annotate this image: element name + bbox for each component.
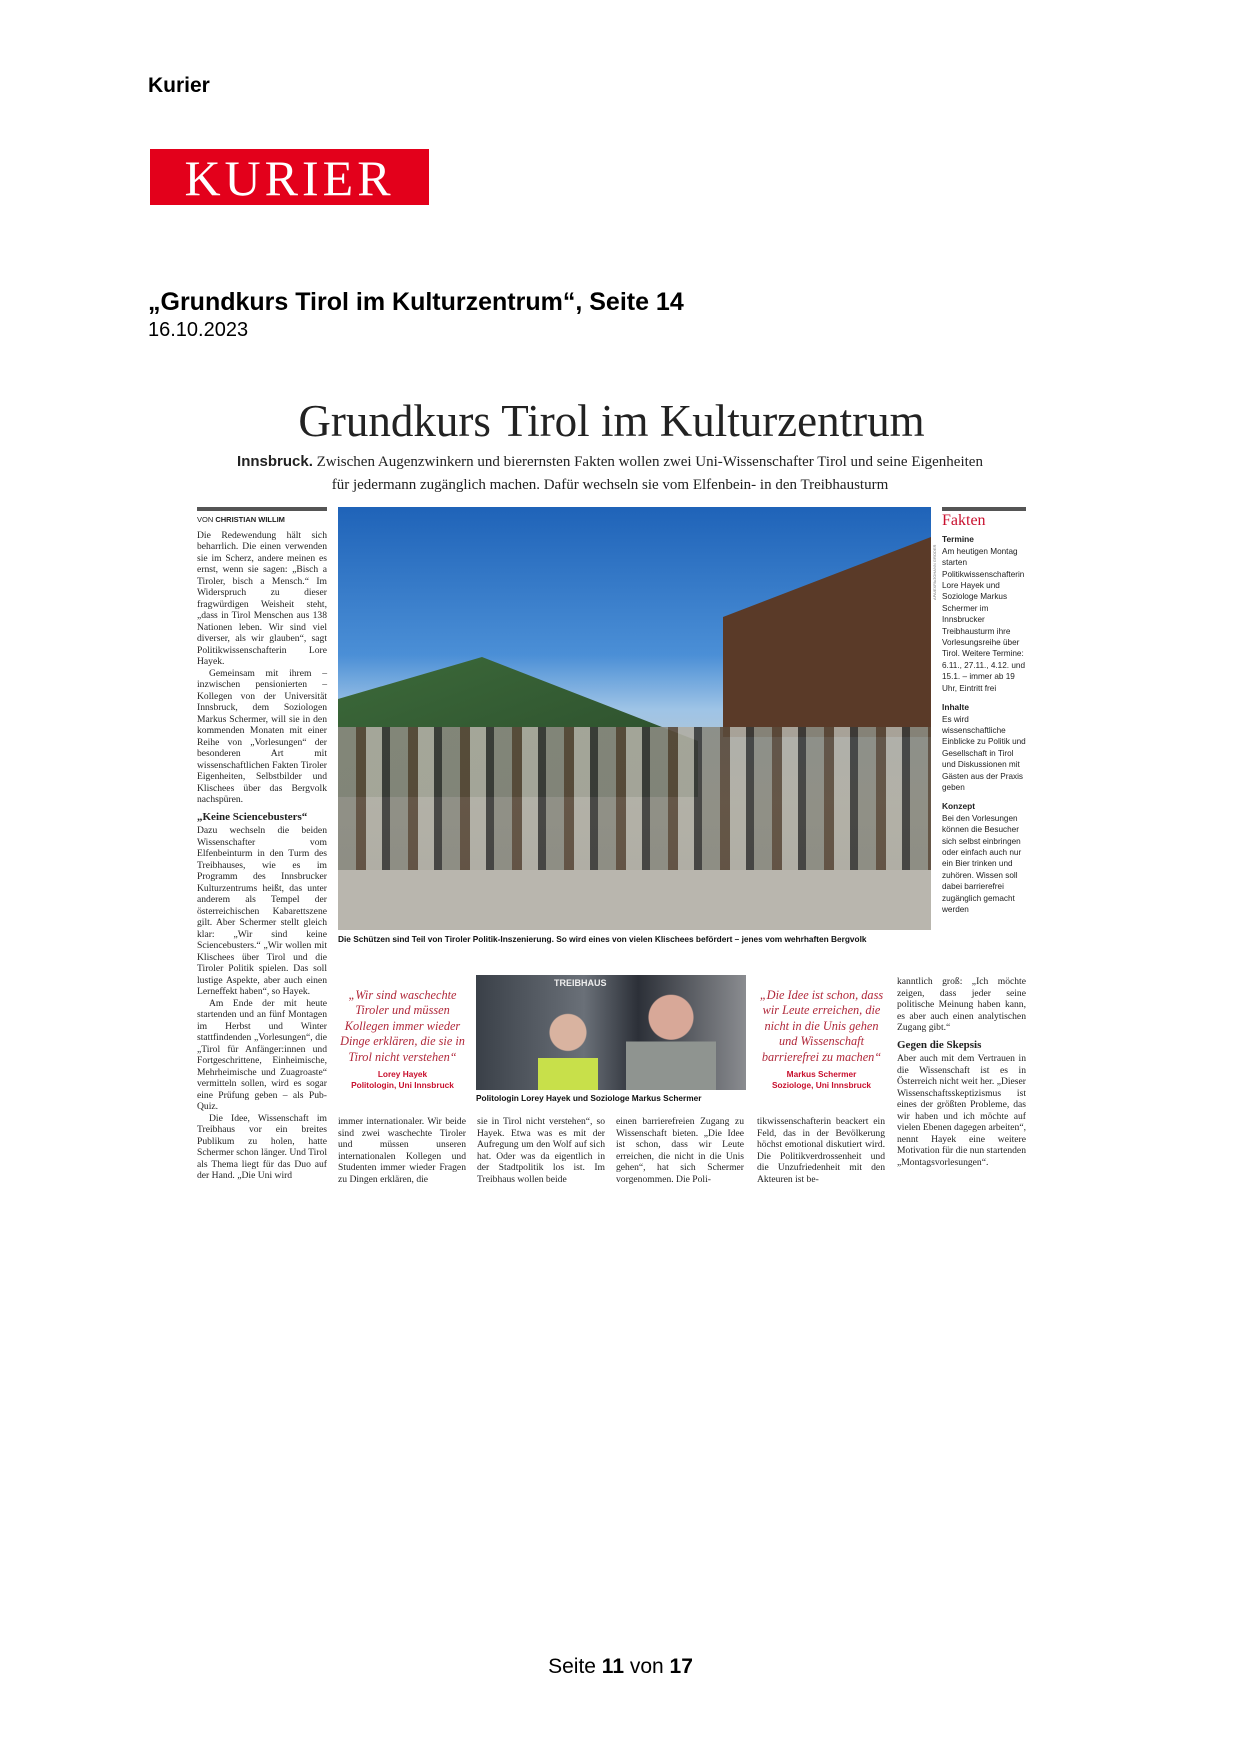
facts-box xyxy=(942,507,1026,915)
portrait-caption: Politologin Lorey Hayek und Soziologe Markus Schermer xyxy=(476,1093,702,1103)
quote-text: „Die Idee ist schon, dass wir Leute erreichen, die nicht in die Unis gehen und Wissenschaft barrierefrei zu machen“ xyxy=(759,988,884,1064)
facts-text: Am heutigen Montag starten Politikwissenschafterin Lore Hayek und Soziologe Markus Schermer im Innsbrucker Treibhausturm ihre Vorlesungsreihe über Tirol. Weitere Termine: 6.11., 27.11., 4.12. und 15.1. – immer ab 19 Uhr, Eintritt frei xyxy=(942,546,1026,693)
paragraph: Dazu wechseln die beiden Wissenschafter vom Elfenbeinturm in den Turm des Treibhauses, wie es im Programm des Innsbrucker Kulturzentrums heißt, das unter anderem als Tempel der österreichischen Kabarettszene gilt. Aber Schermer stellt gleich klar: „Wir sind keine Sciencebusters.“ „Wir wollen mit Klischees über Tirol und die Tiroler Politik spielen. Das soll lustige Aspekte, aber auch einen Lerneffekt haben“, so Hayek. xyxy=(197,825,327,997)
main-photo-caption: Die Schützen sind Teil von Tiroler Politik-Inszenierung. So wird eines von vielen Klischees befördert – jenes vom wehrhaften Bergvolk xyxy=(338,934,867,944)
quote-name: Lorey Hayek xyxy=(377,1069,428,1080)
kurier-logo: KURIER xyxy=(150,149,429,205)
quote-name: Markus Schermer xyxy=(786,1069,857,1080)
portrait-photo xyxy=(476,975,746,1090)
article-dek xyxy=(230,450,990,497)
dek-text: Zwischen Augenzwinkern und bierernsten Fakten wollen zwei Uni-Wissenschafter Tirol und seine Eigenheiten für jedermann zugänglich machen. Dafür wechseln sie vom Elfenbein- in den Treibhausturm xyxy=(312,454,983,493)
pull-quote-hayek xyxy=(339,988,466,1091)
source-label: Kurier xyxy=(148,74,210,97)
subhead: Gegen die Skepsis xyxy=(897,1038,982,1051)
subhead: „Keine Sciencebusters“ xyxy=(197,810,308,823)
facts-heading: Inhalte xyxy=(942,702,969,713)
divider xyxy=(942,507,1026,511)
portrait-schermer xyxy=(626,993,716,1090)
body-column: tikwissenschafterin beackert ein Feld, das in der Bevölkerung höchst emotional diskutiert wird. Die Politikverdrossenheit und die Unzufriedenheit mit den Akteuren ist be- xyxy=(757,1116,885,1185)
paragraph: Am Ende der mit heute startenden und an fünf Montagen im Herbst und Winter stattfindenden „Vorlesungen“, die „Tirol für Anfänger:innen und Fortgeschrittene, Einheimische, Mehrheimische und Zuagroaste“ vermitteln sollen, wird es sogar eine Prüfung geben – als Pub-Quiz. xyxy=(197,997,327,1112)
current-page: 11 xyxy=(601,1655,624,1678)
paragraph: Aber auch mit dem Vertrauen in die Wissenschaft ist es in Österreich nicht weit her. „Dieser Wissenschaftsskeptizismus ist eines der größten Probleme, das wir haben und ich möchte auf vielen Ebenen dagegen arbeiten“, nennt Hayek eine weitere Motivation für die nun startenden „Montagsvorlesungen“. xyxy=(897,1053,1026,1168)
body-column: einen barrierefreien Zugang zu Wissenschaft bieten. „Die Idee ist schon, dass wir Leute erreichen, die nicht in die Unis gehen“, hat sich Schermer vorgenommen. Die Poli- xyxy=(616,1116,744,1185)
body-column: sie in Tirol nicht verstehen“, so Hayek. Etwa was es mit der Aufregung um den Wolf auf sich hat. Oder was da eigentlich in der Stadtpolitik los ist. Im Treibhaus wollen beide xyxy=(477,1116,605,1185)
left-column xyxy=(197,507,327,1182)
clip-date: 16.10.2023 xyxy=(148,319,249,341)
page-middle: von xyxy=(624,1655,670,1678)
pull-quote-schermer xyxy=(757,988,886,1091)
paragraph: Die Redewendung hält sich beharrlich. Die einen verwenden sie im Scherz, andere meinen es ernst, wenn sie sagen: „Bisch a Tiroler, bisch a Mensch.“ Im Widerspruch zu dieser fragwürdigen Weisheit steht, „dass in Tirol Menschen aus 138 Nationen leben. Wir sind viel diverser, als wir glauben“, sagt Politikwissenschafterin Lore Hayek. xyxy=(197,529,327,667)
clip-title: „Grundkurs Tirol im Kulturzentrum“, Seite 14 xyxy=(148,288,684,316)
divider xyxy=(197,507,327,511)
portrait-hayek xyxy=(538,1010,598,1090)
dek-place: Innsbruck. xyxy=(237,453,313,470)
page-prefix: Seite xyxy=(548,1655,602,1678)
paragraph: Die Idee, Wissenschaft im Treibhaus vor ein breites Publikum zu holen, hatte Schermer schon länger. Und Tirol als Thema liegt für das Duo auf der Hand. „Die Uni wird xyxy=(197,1112,327,1181)
total-pages: 17 xyxy=(669,1655,693,1678)
body-column: immer internationaler. Wir beide sind zwei waschechte Tiroler und müssen unseren internationalen Kollegen und Studenten immer wieder Fragen zu Dingen erklären, die xyxy=(338,1116,466,1185)
paragraph: kanntlich groß: „Ich möchte zeigen, dass jeder seine politische Meinung haben kann, es aber auch einen analytischen Zugang gibt.“ xyxy=(897,976,1026,1033)
photo-credit: APA/EXPA/JOHANN GRODER xyxy=(932,544,937,600)
page-number xyxy=(0,1655,1241,1679)
right-column xyxy=(897,976,1026,1168)
article-headline: Grundkurs Tirol im Kulturzentrum xyxy=(298,396,925,446)
main-photo-schuetzen xyxy=(338,507,931,930)
byline-prefix: VON xyxy=(197,515,216,524)
quote-role: Soziologe, Uni Innsbruck xyxy=(771,1080,872,1091)
quote-text: „Wir sind waschechte Tiroler und müssen Kollegen immer wieder Dinge erklären, die sie in Tirol nicht verstehen“ xyxy=(340,988,465,1064)
quote-role: Politologin, Uni Innsbruck xyxy=(351,1080,454,1091)
photo-sign: TREIBHAUS xyxy=(554,978,607,988)
byline xyxy=(197,514,327,526)
paragraph: Gemeinsam mit ihrem – inzwischen pensionierten – Kollegen von der Universität Innsbruck, dem Soziologen Markus Schermer, will sie in den kommenden Monaten mit einer Reihe von „Vorlesungen“ der besonderen Art mit wissenschaftlichen Fakten Tiroler Eigenheiten, Selbstbilder und Klischees über das Bergvolk nachspüren. xyxy=(197,667,327,805)
facts-title: Fakten xyxy=(942,512,986,529)
facts-text: Es wird wissenschaftliche Einblicke zu Politik und Gesellschaft in Tirol und Diskussionen mit Gästen aus der Praxis geben xyxy=(942,714,1026,792)
byline-name: CHRISTIAN WILLIM xyxy=(215,515,285,524)
facts-text: Bei den Vorlesungen können die Besucher sich selbst einbringen oder einfach auch nur ein Bier trinken und zuhören. Wissen soll dabei barrierefrei zugänglich gemacht werden xyxy=(942,813,1022,914)
facts-heading: Termine xyxy=(942,534,974,545)
facts-heading: Konzept xyxy=(942,801,976,812)
